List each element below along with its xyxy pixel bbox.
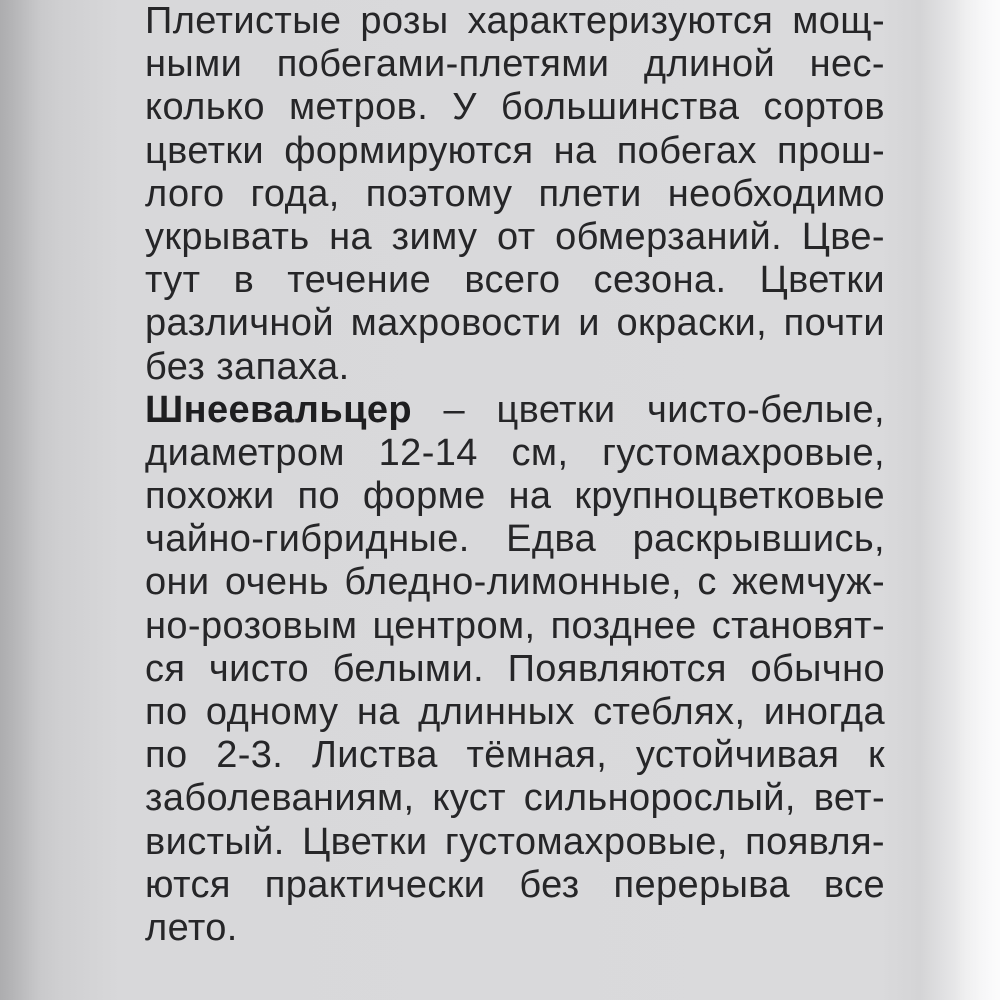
text-line: лето.: [145, 906, 238, 949]
text-line: ными побегами-плетями длиной нес-: [145, 43, 885, 86]
page-right-edge: [955, 0, 1000, 1000]
variety-name: Шнеевальцер: [145, 388, 413, 431]
text-line: различной махровости и окраски, почти: [145, 302, 885, 345]
variety-heading-rest: – цветки чисто-белые,: [412, 388, 885, 431]
text-line: вистый. Цветки густомахровые, появля-: [145, 820, 885, 863]
description-text: [145, 0, 885, 950]
text-line: чайно-гибридные. Едва раскрывшись,: [145, 518, 885, 561]
text-line: ся чисто белыми. Появляются обычно: [145, 647, 885, 690]
text-line: по 2-3. Листва тёмная, устойчивая к: [145, 734, 885, 777]
text-line: укрывать на зиму от обмерзаний. Цве-: [145, 215, 885, 258]
text-line: тут в течение всего сезона. Цветки: [145, 259, 885, 302]
text-line: лого года, поэтому плети необходимо: [145, 172, 885, 215]
text-line: колько метров. У большинства сортов: [145, 86, 885, 129]
text-line: цветки формируются на побегах прош-: [145, 129, 885, 172]
variety-heading-line: [145, 389, 885, 432]
text-line: ются практически без перерыва все: [145, 863, 885, 906]
text-line: похожи по форме на крупноцветковые: [145, 475, 885, 518]
text-line: без запаха.: [145, 345, 350, 388]
text-line: они очень бледно-лимонные, с жемчуж-: [145, 561, 885, 604]
text-line: по одному на длинных стеблях, иногда: [145, 691, 885, 733]
page-edge-shadow: [0, 0, 40, 1000]
text-line: но-розовым центром, позднее становят-: [145, 604, 885, 647]
text-line: диаметром 12-14 см, густомахровые,: [145, 431, 885, 474]
text-line: Плетистые розы характеризуются мощ-: [145, 0, 885, 42]
text-line: заболеваниям, куст сильнорослый, вет-: [145, 777, 885, 820]
